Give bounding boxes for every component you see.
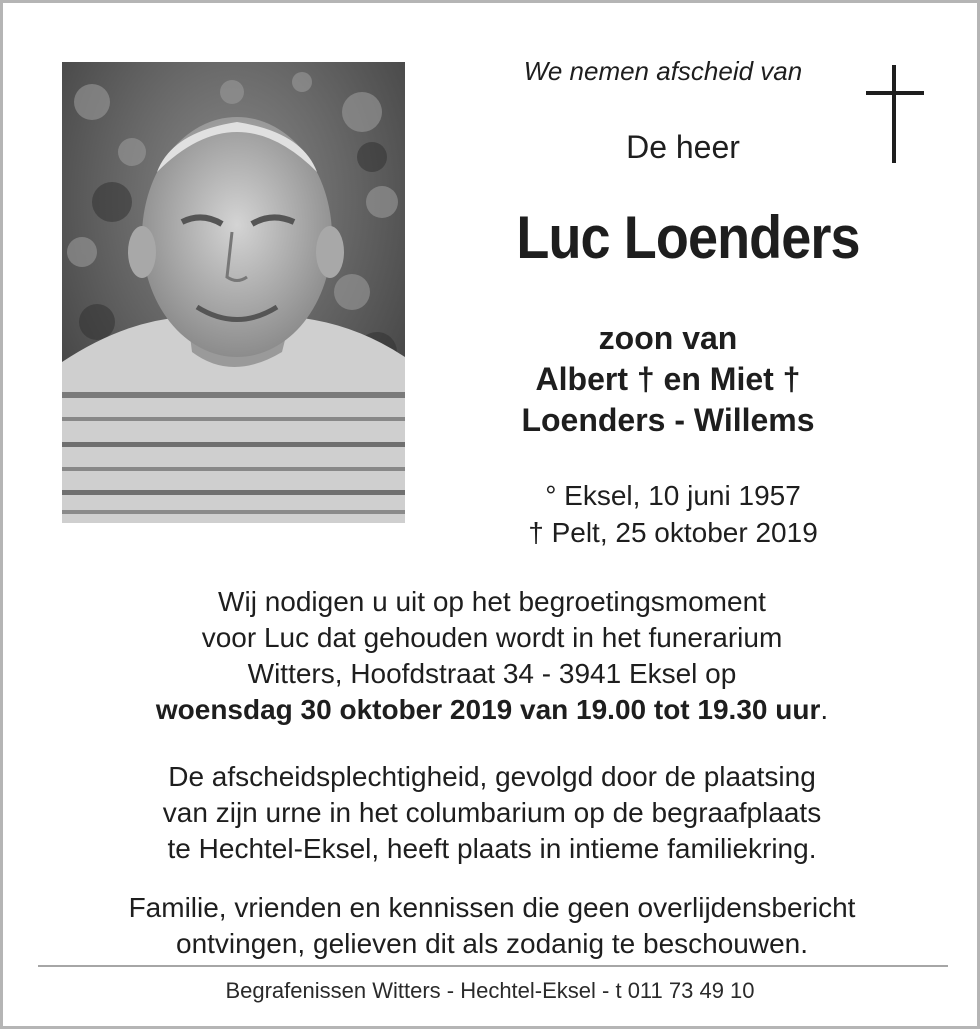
portrait-image [62,62,405,523]
footer-divider [38,965,948,967]
invitation-line: Witters, Hoofdstraat 34 - 3941 Eksel op [247,658,737,689]
ceremony-paragraph [43,759,941,867]
parents-block [458,318,878,441]
invitation-date: woensdag 30 oktober 2019 van 19.00 tot 19.30 uur [155,694,821,725]
ceremony-line: De afscheidsplechtigheid, gevolgd door de plaatsing [168,761,816,792]
invitation-line: Wij nodigen u uit op het begroetingsmoment [218,586,766,617]
notice-paragraph [43,890,941,962]
death-date: † Pelt, 25 oktober 2019 [528,517,818,548]
dates-block [468,477,878,551]
footer-text: Begrafenissen Witters - Hechtel-Eksel - t 011 73 49 10 [225,978,755,1003]
ceremony-line: te Hechtel-Eksel, heeft plaats in intieme familiekring. [167,833,817,864]
invitation-date-line [43,692,941,728]
honorific: De heer [626,129,740,165]
notice-line: ontvingen, gelieven dit als zodanig te beschouwen. [176,928,808,959]
portrait-photo [62,62,405,523]
deceased-name: Luc Loenders [516,204,860,271]
ceremony-line: van zijn urne in het columbarium op de begraafplaats [162,797,822,828]
parents-line: zoon van [598,320,738,356]
parents-line: Loenders - Willems [521,402,815,438]
invitation-line: voor Luc dat gehouden wordt in het funerarium [201,622,783,653]
parents-line: Albert † en Miet † [535,361,801,397]
invitation-date-period: . [820,694,829,725]
notice-line: Familie, vrienden en kennissen die geen overlijdensbericht [128,892,856,923]
birth-date: ° Eksel, 10 juni 1957 [545,480,801,511]
intro-text: We nemen afscheid van [523,56,803,86]
invitation-paragraph [43,584,941,728]
